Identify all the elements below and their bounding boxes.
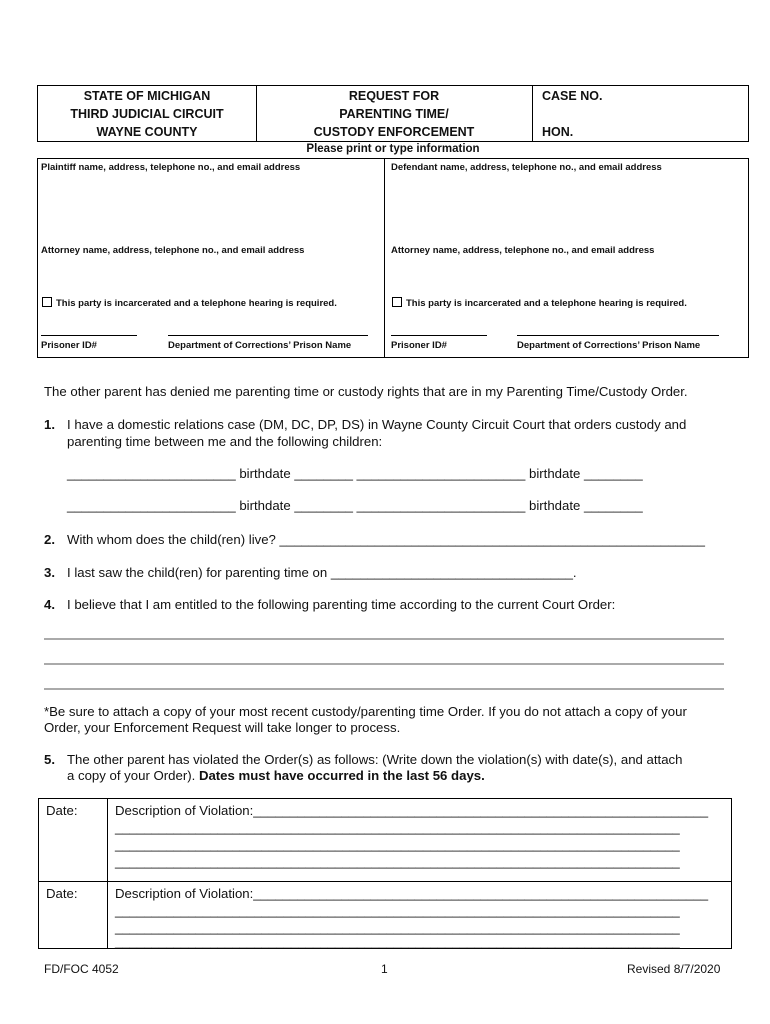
- court-line: THIRD JUDICIAL CIRCUIT: [70, 107, 224, 121]
- item-3-text[interactable]: I last saw the child(ren) for parenting time on _________________________________.: [67, 565, 577, 580]
- child-row-1[interactable]: _______________________ birthdate ________ _______________________ birthdate ________: [67, 466, 643, 481]
- defendant-incarcerated-label: This party is incarcerated and a telephone hearing is required.: [406, 298, 687, 309]
- form-title-line: REQUEST FOR: [348, 89, 440, 103]
- defendant-incarcerated-option[interactable]: [392, 297, 687, 309]
- revision-date: Revised 8/7/2020: [627, 962, 721, 976]
- item-5-text: The other parent has violated the Order(s) as follows: (Write down the violation(s) with date(s), and attach: [67, 752, 683, 767]
- violation-line[interactable]: _____________________________________________________________________________: [115, 820, 680, 835]
- parties-divider: [384, 159, 385, 357]
- court-line: WAYNE COUNTY: [96, 125, 198, 139]
- entitlement-line[interactable]: [44, 663, 724, 665]
- table-column-divider: [107, 799, 108, 948]
- plaintiff-prison-name-line[interactable]: [168, 335, 368, 336]
- violation-line[interactable]: _____________________________________________________________________________: [115, 854, 680, 869]
- plaintiff-prisoner-id-label: Prisoner ID#: [41, 340, 97, 351]
- violation-line[interactable]: _____________________________________________________________________________: [115, 920, 680, 935]
- violations-table: [38, 798, 732, 949]
- parties-box: [37, 158, 749, 358]
- violation-description[interactable]: Description of Violation:______________________________________________________________: [115, 803, 709, 818]
- item-2-text[interactable]: With whom does the child(ren) live? __________________________________________________________: [67, 532, 705, 547]
- violation-line[interactable]: _____________________________________________________________________________: [115, 934, 680, 949]
- item-number: 5.: [44, 752, 55, 767]
- title-cell: [256, 86, 533, 141]
- form-header: [37, 85, 749, 142]
- violation-description[interactable]: Description of Violation:______________________________________________________________: [115, 886, 709, 901]
- plaintiff-name-label: Plaintiff name, address, telephone no., and email address: [41, 162, 301, 173]
- defendant-prisoner-id-label: Prisoner ID#: [391, 340, 447, 351]
- court-line: STATE OF MICHIGAN: [83, 89, 211, 103]
- attach-note: *Be sure to attach a copy of your most recent custody/parenting time Order. If you do not attach a copy of your: [44, 704, 687, 719]
- attach-note-cont: Order, your Enforcement Request will take longer to process.: [44, 720, 401, 735]
- plaintiff-incarcerated-option[interactable]: [42, 297, 337, 309]
- item-number: 4.: [44, 597, 55, 612]
- page-number: 1: [381, 962, 388, 976]
- child-row-2[interactable]: _______________________ birthdate ________ _______________________ birthdate ________: [67, 498, 643, 513]
- intro-text: The other parent has denied me parenting time or custody rights that are in my Parenting Time/Custody Order.: [44, 384, 688, 399]
- court-cell: [38, 86, 257, 141]
- violation-line[interactable]: _____________________________________________________________________________: [115, 903, 680, 918]
- entitlement-line[interactable]: [44, 638, 724, 640]
- item-1-text: I have a domestic relations case (DM, DC, DP, DS) in Wayne County Circuit Court that orders custody and: [67, 417, 687, 432]
- defendant-incarcerated-checkbox[interactable]: [392, 297, 402, 307]
- defendant-prison-name-line[interactable]: [517, 335, 719, 336]
- case-cell[interactable]: [532, 86, 748, 141]
- defendant-prisoner-id-line[interactable]: [391, 335, 487, 336]
- plaintiff-attorney-label: Attorney name, address, telephone no., and email address: [41, 245, 305, 256]
- defendant-prison-name-label: Department of Corrections’ Prison Name: [517, 340, 701, 351]
- plaintiff-prisoner-id-line[interactable]: [41, 335, 137, 336]
- item-5-text-cont: [67, 768, 485, 783]
- item-number: 2.: [44, 532, 55, 547]
- table-row-divider: [39, 881, 731, 882]
- item-number: 3.: [44, 565, 55, 580]
- defendant-attorney-label: Attorney name, address, telephone no., and email address: [391, 245, 655, 256]
- date-label: Date:: [46, 886, 78, 901]
- form-number: FD/FOC 4052: [44, 962, 119, 976]
- item-5-text-plain: a copy of your Order).: [67, 768, 196, 783]
- plaintiff-incarcerated-label: This party is incarcerated and a telephone hearing is required.: [56, 298, 337, 309]
- plaintiff-prison-name-label: Department of Corrections’ Prison Name: [168, 340, 352, 351]
- item-number: 1.: [44, 417, 55, 432]
- hon-label: HON.: [542, 125, 574, 139]
- case-no-label: CASE NO.: [542, 89, 603, 103]
- plaintiff-incarcerated-checkbox[interactable]: [42, 297, 52, 307]
- date-label: Date:: [46, 803, 78, 818]
- entitlement-line[interactable]: [44, 688, 724, 690]
- form-title-line: CUSTODY ENFORCEMENT: [313, 125, 475, 139]
- violation-line[interactable]: _____________________________________________________________________________: [115, 837, 680, 852]
- item-4-text: I believe that I am entitled to the following parenting time according to the current Court Order:: [67, 597, 616, 612]
- form-title-line: PARENTING TIME/: [339, 107, 449, 121]
- item-1-text-cont: parenting time between me and the following children:: [67, 434, 383, 449]
- defendant-name-label: Defendant name, address, telephone no., and email address: [391, 162, 662, 173]
- print-note: Please print or type information: [306, 143, 480, 155]
- item-5-emphasis: Dates must have occurred in the last 56 days.: [198, 768, 485, 783]
